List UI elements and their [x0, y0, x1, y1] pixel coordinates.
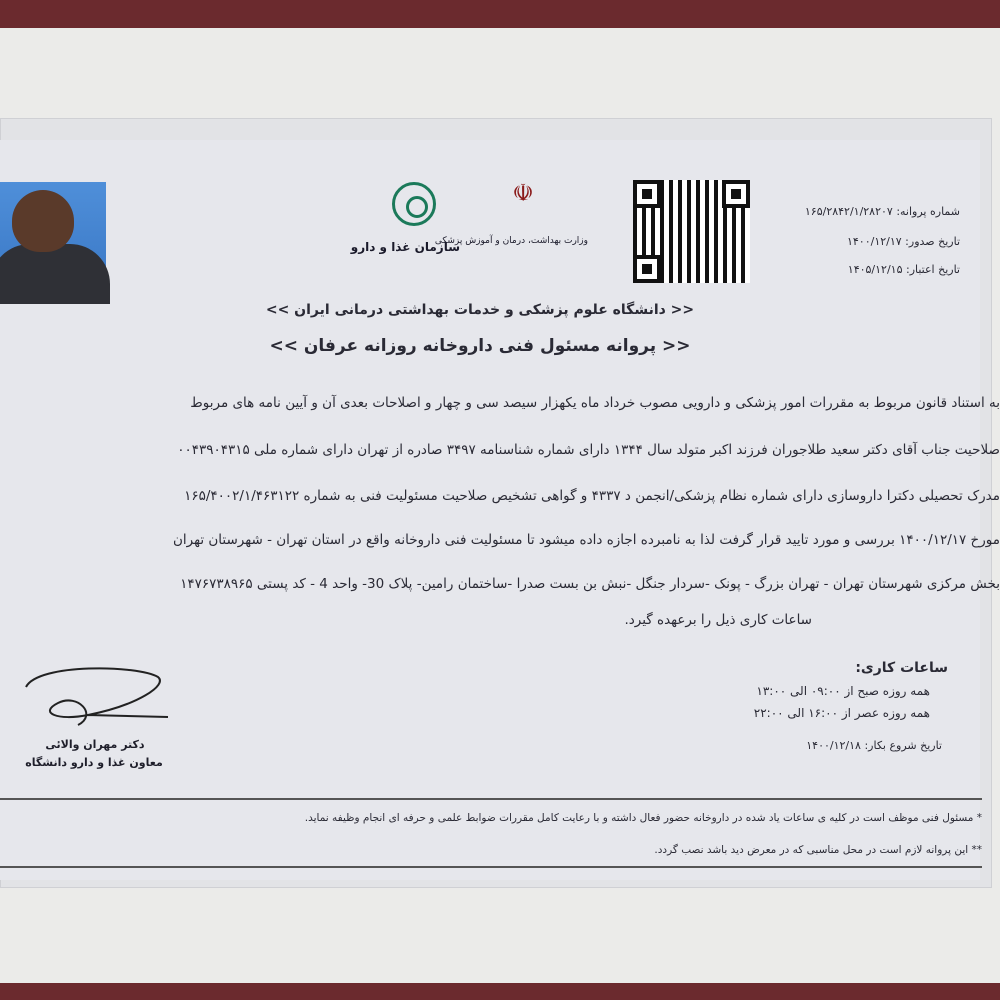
qr-code [633, 180, 750, 283]
fda-logo-icon [392, 182, 436, 226]
notes-box [0, 798, 982, 868]
validity-date-value: ۱۴۰۵/۱۲/۱۵ [847, 263, 903, 276]
issue-date-label: تاریخ صدور: [905, 235, 960, 248]
ministry-name: وزارت بهداشت، درمان و آموزش پزشکی [434, 236, 588, 246]
photo-shoulders [0, 244, 110, 304]
signature-scribble [18, 665, 178, 735]
signatory-title: معاون غذا و دارو دانشگاه [25, 756, 163, 769]
hours-title: ساعات کاری: [855, 660, 948, 676]
holder-photo [0, 182, 106, 290]
iran-emblem-icon: ☫ [512, 179, 534, 207]
photo-head [12, 190, 74, 252]
hours-morning: همه روزه صبح از ۰۹:۰۰ الی ۱۳:۰۰ [756, 684, 930, 698]
body-line-3: مدرک تحصیلی دکترا داروسازی دارای شماره نظام پزشکی/انجمن د ۴۳۳۷ و گواهی تشخیص صلاحیت مسئولیت فنی به شماره ۱۶۵/۴۰۰۲/۱/۴۶۳۱۲۲ [184, 488, 1000, 504]
validity-date [760, 263, 960, 276]
hours-evening: همه روزه عصر از ۱۶:۰۰ الی ۲۲:۰۰ [753, 706, 930, 720]
body-line-5: بخش مرکزی شهرستان تهران - تهران بزرگ - پونک -سردار جنگل -نبش بن بست صدرا -ساختمان رامین- پلاک 30- واحد 4 - کد پستی ۱۴۷۶۷۳۸۹۶۵ [180, 576, 1000, 592]
org-name: سازمان غذا و دارو [350, 240, 460, 254]
body-line-2: صلاحیت جناب آقای دکتر سعید طلاجوران فرزند اکبر متولد سال ۱۳۴۴ دارای شماره شناسنامه ۳۴۹۷ صادره از تهران دارای شماره ملی ۰۰۴۳۹۰۴۳۱۵ [177, 442, 1000, 458]
license-document [0, 140, 980, 880]
university-title: << دانشگاه علوم پزشکی و خدمات بهداشتی درمانی ایران >> [265, 302, 695, 318]
issue-date-value: ۱۴۰۰/۱۲/۱۷ [846, 235, 902, 248]
body-line-6: ساعات کاری ذیل را برعهده گیرد. [624, 612, 812, 628]
validity-date-label: تاریخ اعتبار: [905, 263, 960, 276]
body-line-1: به استناد قانون مربوط به مقررات امور پزشکی و دارویی مصوب خرداد ماه یکهزار سیصد سی و چهار و اصلاحات بعدی آن و آیین نامه های مربوط [190, 395, 1000, 411]
note-1: * مسئول فنی موظف است در کلیه ی ساعات یاد شده در داروخانه حضور فعال داشته و با رعایت کامل مقررات ضوابط علمی و حرفه ای انجام وظیفه نماید. [304, 812, 982, 824]
license-number-label: شماره پروانه: [896, 205, 960, 218]
start-date: تاریخ شروع بکار: ۱۴۰۰/۱۲/۱۸ [806, 739, 942, 752]
license-number [760, 205, 960, 218]
license-title: << پروانه مسئول فنی داروخانه روزانه عرفان >> [269, 336, 691, 356]
body-line-4: مورخ ۱۴۰۰/۱۲/۱۷ بررسی و مورد تایید قرار گرفت لذا به نامبرده اجازه داده میشود تا مسئولیت فنی داروخانه واقع در استان تهران - شهرستان تهران [173, 532, 1000, 548]
issue-date [760, 235, 960, 248]
note-2: ** این پروانه لازم است در محل مناسبی که در معرض دید باشد نصب گردد. [654, 844, 982, 856]
license-number-value: ۱۶۵/۲۸۴۲/۱/۲۸۲۰۷ [804, 205, 893, 218]
signatory-name: دکتر مهران والائی [45, 738, 145, 751]
